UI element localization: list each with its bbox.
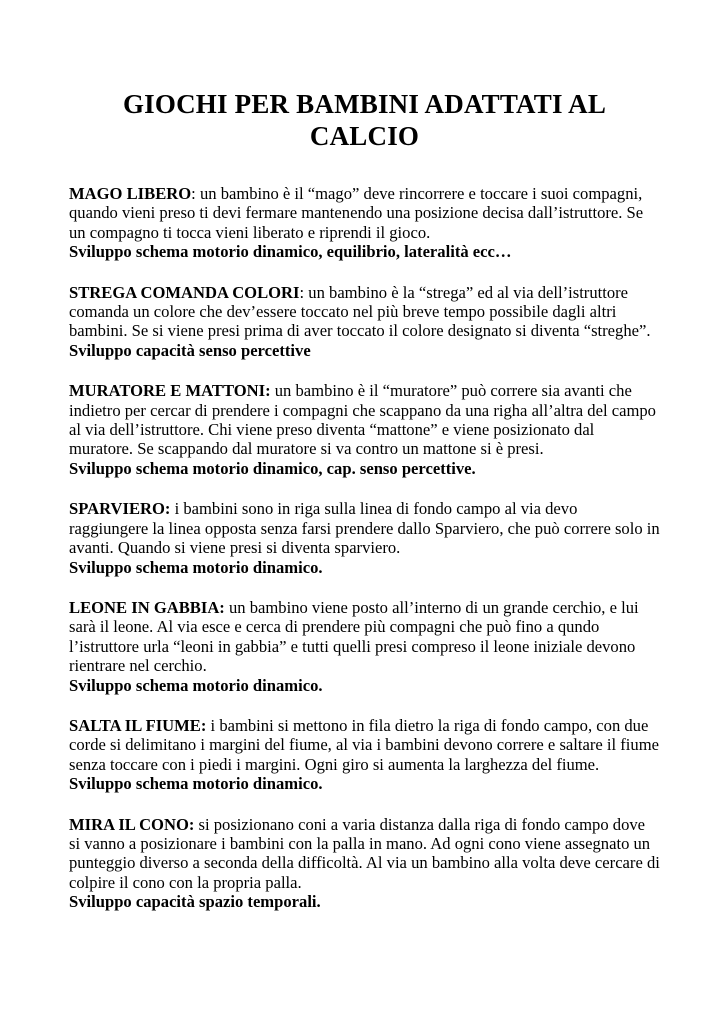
game-description: un bambino è il “muratore” può correre sia avanti che indietro per cercar di prendere i compagni che scappano da una righa all’altra del campo al via dell’istruttore. Chi viene preso diventa “mattone” e viene posizionato dal muratore. Se scappando dal muratore si va contro un mattone si è presi. [69,381,656,459]
game-paragraph [69,815,660,893]
game-development: Sviluppo schema motorio dinamico. [69,675,323,695]
game-description: si posizionano coni a varia distanza dalla riga di fondo campo dove si vanno a posizionare i bambini con la palla in mano. Ad ogni cono viene assegnato un punteggio diverso a seconda della difficoltà. Al via un bambino alla volta deve cercare di colpire il cono con la propria palla. [69,814,660,892]
game-name: MIRA IL CONO: [69,814,195,834]
game-paragraph [69,598,660,676]
game-description: i bambini sono in riga sulla linea di fondo campo al via devo raggiungere la linea opposta senza farsi prendere dallo Sparviero, che può correre solo in avanti. Quando si viene presi si diventa sparviero. [69,499,660,558]
game-paragraph [69,499,660,557]
game-salta-il-fiume [69,716,660,794]
game-strega-comanda-colori [69,283,660,361]
game-name: MAGO LIBERO [69,184,192,203]
game-development: Sviluppo schema motorio dinamico, cap. senso percettive. [69,458,476,478]
game-muratore-e-mattoni [69,381,660,478]
game-separator: : [299,282,305,302]
game-paragraph [69,381,660,459]
game-name: SPARVIERO: [69,499,171,519]
game-development: Sviluppo schema motorio dinamico. [69,774,323,794]
game-description: un bambino è il “mago” deve rincorrere e toccare i suoi compagni, quando vieni preso ti devi fermare mantenendo una posizione decisa dall’istruttore. Se un compagno ti tocca vieni liberato e riprendi il gioco. [69,184,644,242]
game-sparviero [69,499,660,577]
game-description: i bambini si mettono in fila dietro la riga di fondo campo, con due corde si delimitano i margini del fiume, al via i bambini devono correre e saltare il fiume senza toccare con i piedi i margini. Ogni giro si aumenta la larghezza del fiume. [69,715,659,774]
game-development: Sviluppo capacità spazio temporali. [69,892,321,912]
game-paragraph [69,283,660,341]
game-description: un bambino è la “strega” ed al via dell’istruttore comanda un colore che dev’essere toccato nel più breve tempo possibile dagli altri bambini. Se si viene presi prima di aver toccato il colore designato si diventa “streghe”. [69,282,651,341]
game-name: MURATORE E MATTONI: [69,381,271,401]
game-leone-in-gabbia [69,598,660,695]
game-paragraph [69,716,660,774]
document-title: GIOCHI PER BAMBINI ADATTATI AL CALCIO [122,89,607,151]
game-name: STREGA COMANDA COLORI [69,282,300,302]
game-mira-il-cono [69,815,660,912]
game-description: un bambino viene posto all’interno di un grande cerchio, e lui sarà il leone. Al via esce e cerca di prendere più compagni che può fino a qundo l’istruttore urla “leoni in gabbia” e tutti quelli presi compreso il leone iniziale devono rientrare nel cerchio. [69,597,639,676]
game-mago-libero [69,184,660,262]
game-name: LEONE IN GABBIA: [69,597,225,617]
game-name: SALTA IL FIUME: [69,715,207,735]
game-development: Sviluppo schema motorio dinamico. [69,557,323,577]
game-development: Sviluppo capacità senso percettive [69,340,311,360]
game-separator: : [191,184,196,203]
game-development: Sviluppo schema motorio dinamico, equilibrio, lateralità ecc… [69,242,512,262]
game-paragraph [69,184,660,242]
